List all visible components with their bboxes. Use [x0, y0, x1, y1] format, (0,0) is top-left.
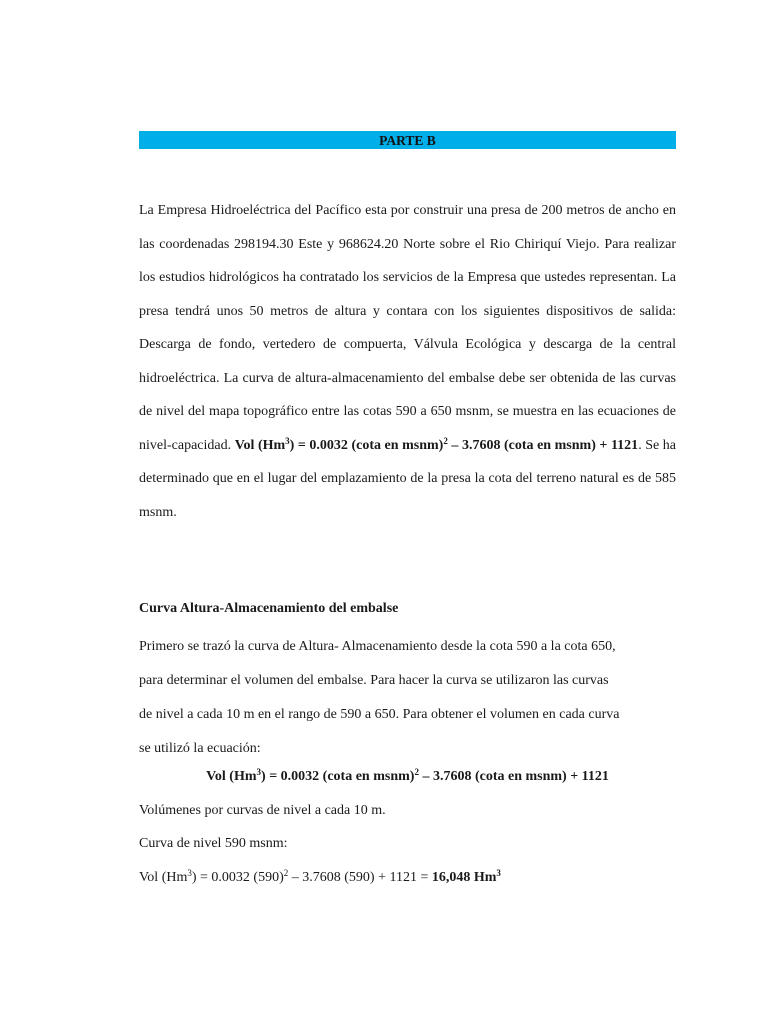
calc-sup: 2 [283, 868, 289, 878]
calc-part: ) = 0.0032 (590) [191, 870, 284, 885]
curve-section-paragraph [139, 630, 676, 766]
volumes-label: Volúmenes por curvas de nivel a cada 10 m. [139, 803, 386, 818]
intro-eq-part: Vol (Hm [234, 437, 286, 453]
calc-result-sup: 3 [496, 868, 501, 878]
volume-calculation [139, 867, 501, 889]
calc-result [432, 870, 501, 885]
curve-level-label: Curva de nivel 590 msnm: [139, 836, 288, 851]
intro-paragraph [139, 194, 676, 529]
paragraph-line: para determinar el volumen del embalse. Para hacer la curva se utilizaron las curvas [139, 673, 609, 688]
equation-sup: 2 [414, 767, 419, 777]
centered-equation [139, 766, 676, 788]
curve-section-heading: Curva Altura-Almacenamiento del embalse [139, 601, 399, 616]
calc-sup: 3 [187, 868, 192, 878]
intro-text-1: La Empresa Hidroeléctrica del Pacífico esta por construir una presa de 200 metros de ancho en las coordenadas 298194.30 Este y 968624.20 Norte sobre el Rio Chiriquí Viejo. Para realizar los estudios hidrológicos ha contratado los servicios de la Empresa que ustedes representan. La presa tendrá unos 50 metros de altura y contara con los siguientes dispositivos de salida: Descarga de fondo, vertedero de compuerta, Válvula Ecológica y descarga de la central hidroeléctrica. La curva de altura-almacenamiento del embalse debe ser obtenida de las curvas de nivel del mapa topográfico entre las cotas 590 a 650 msnm, se muestra en las ecuaciones de nivel-capacidad. [139, 203, 676, 453]
intro-text-2: . Se ha determinado que en el lugar del emplazamiento de la presa la cota del terreno natural es de 585 msnm. [139, 437, 677, 520]
calc-result-value: 16,048 Hm [431, 870, 497, 885]
paragraph-line: de nivel a cada 10 m en el rango de 590 a 650. Para obtener el volumen en cada curva [139, 707, 620, 722]
paragraph-line: Primero se trazó la curva de Altura- Almacenamiento desde la cota 590 a la cota 650, [139, 639, 616, 654]
intro-equation [234, 435, 639, 453]
equation-part: – 3.7608 (cota en msnm) + 1121 [418, 769, 609, 784]
section-title-banner [139, 131, 676, 149]
equation-part: ) = 0.0032 (cota en msnm) [261, 769, 415, 784]
intro-eq-part: ) = 0.0032 (cota en msnm) [289, 437, 444, 453]
equation-part: Vol (Hm [206, 769, 257, 784]
equation-sup: 3 [256, 767, 262, 777]
intro-eq-sup: 3 [285, 435, 290, 446]
calc-part: – 3.7608 (590) + 1121 = [288, 870, 432, 885]
calc-part: Vol (Hm [139, 870, 188, 885]
intro-eq-sup: 2 [443, 435, 448, 446]
intro-eq-part: – 3.7608 (cota en msnm) + 1121 [447, 437, 639, 453]
section-title: PARTE B [379, 133, 436, 148]
paragraph-line: se utilizó la ecuación: [139, 741, 261, 756]
